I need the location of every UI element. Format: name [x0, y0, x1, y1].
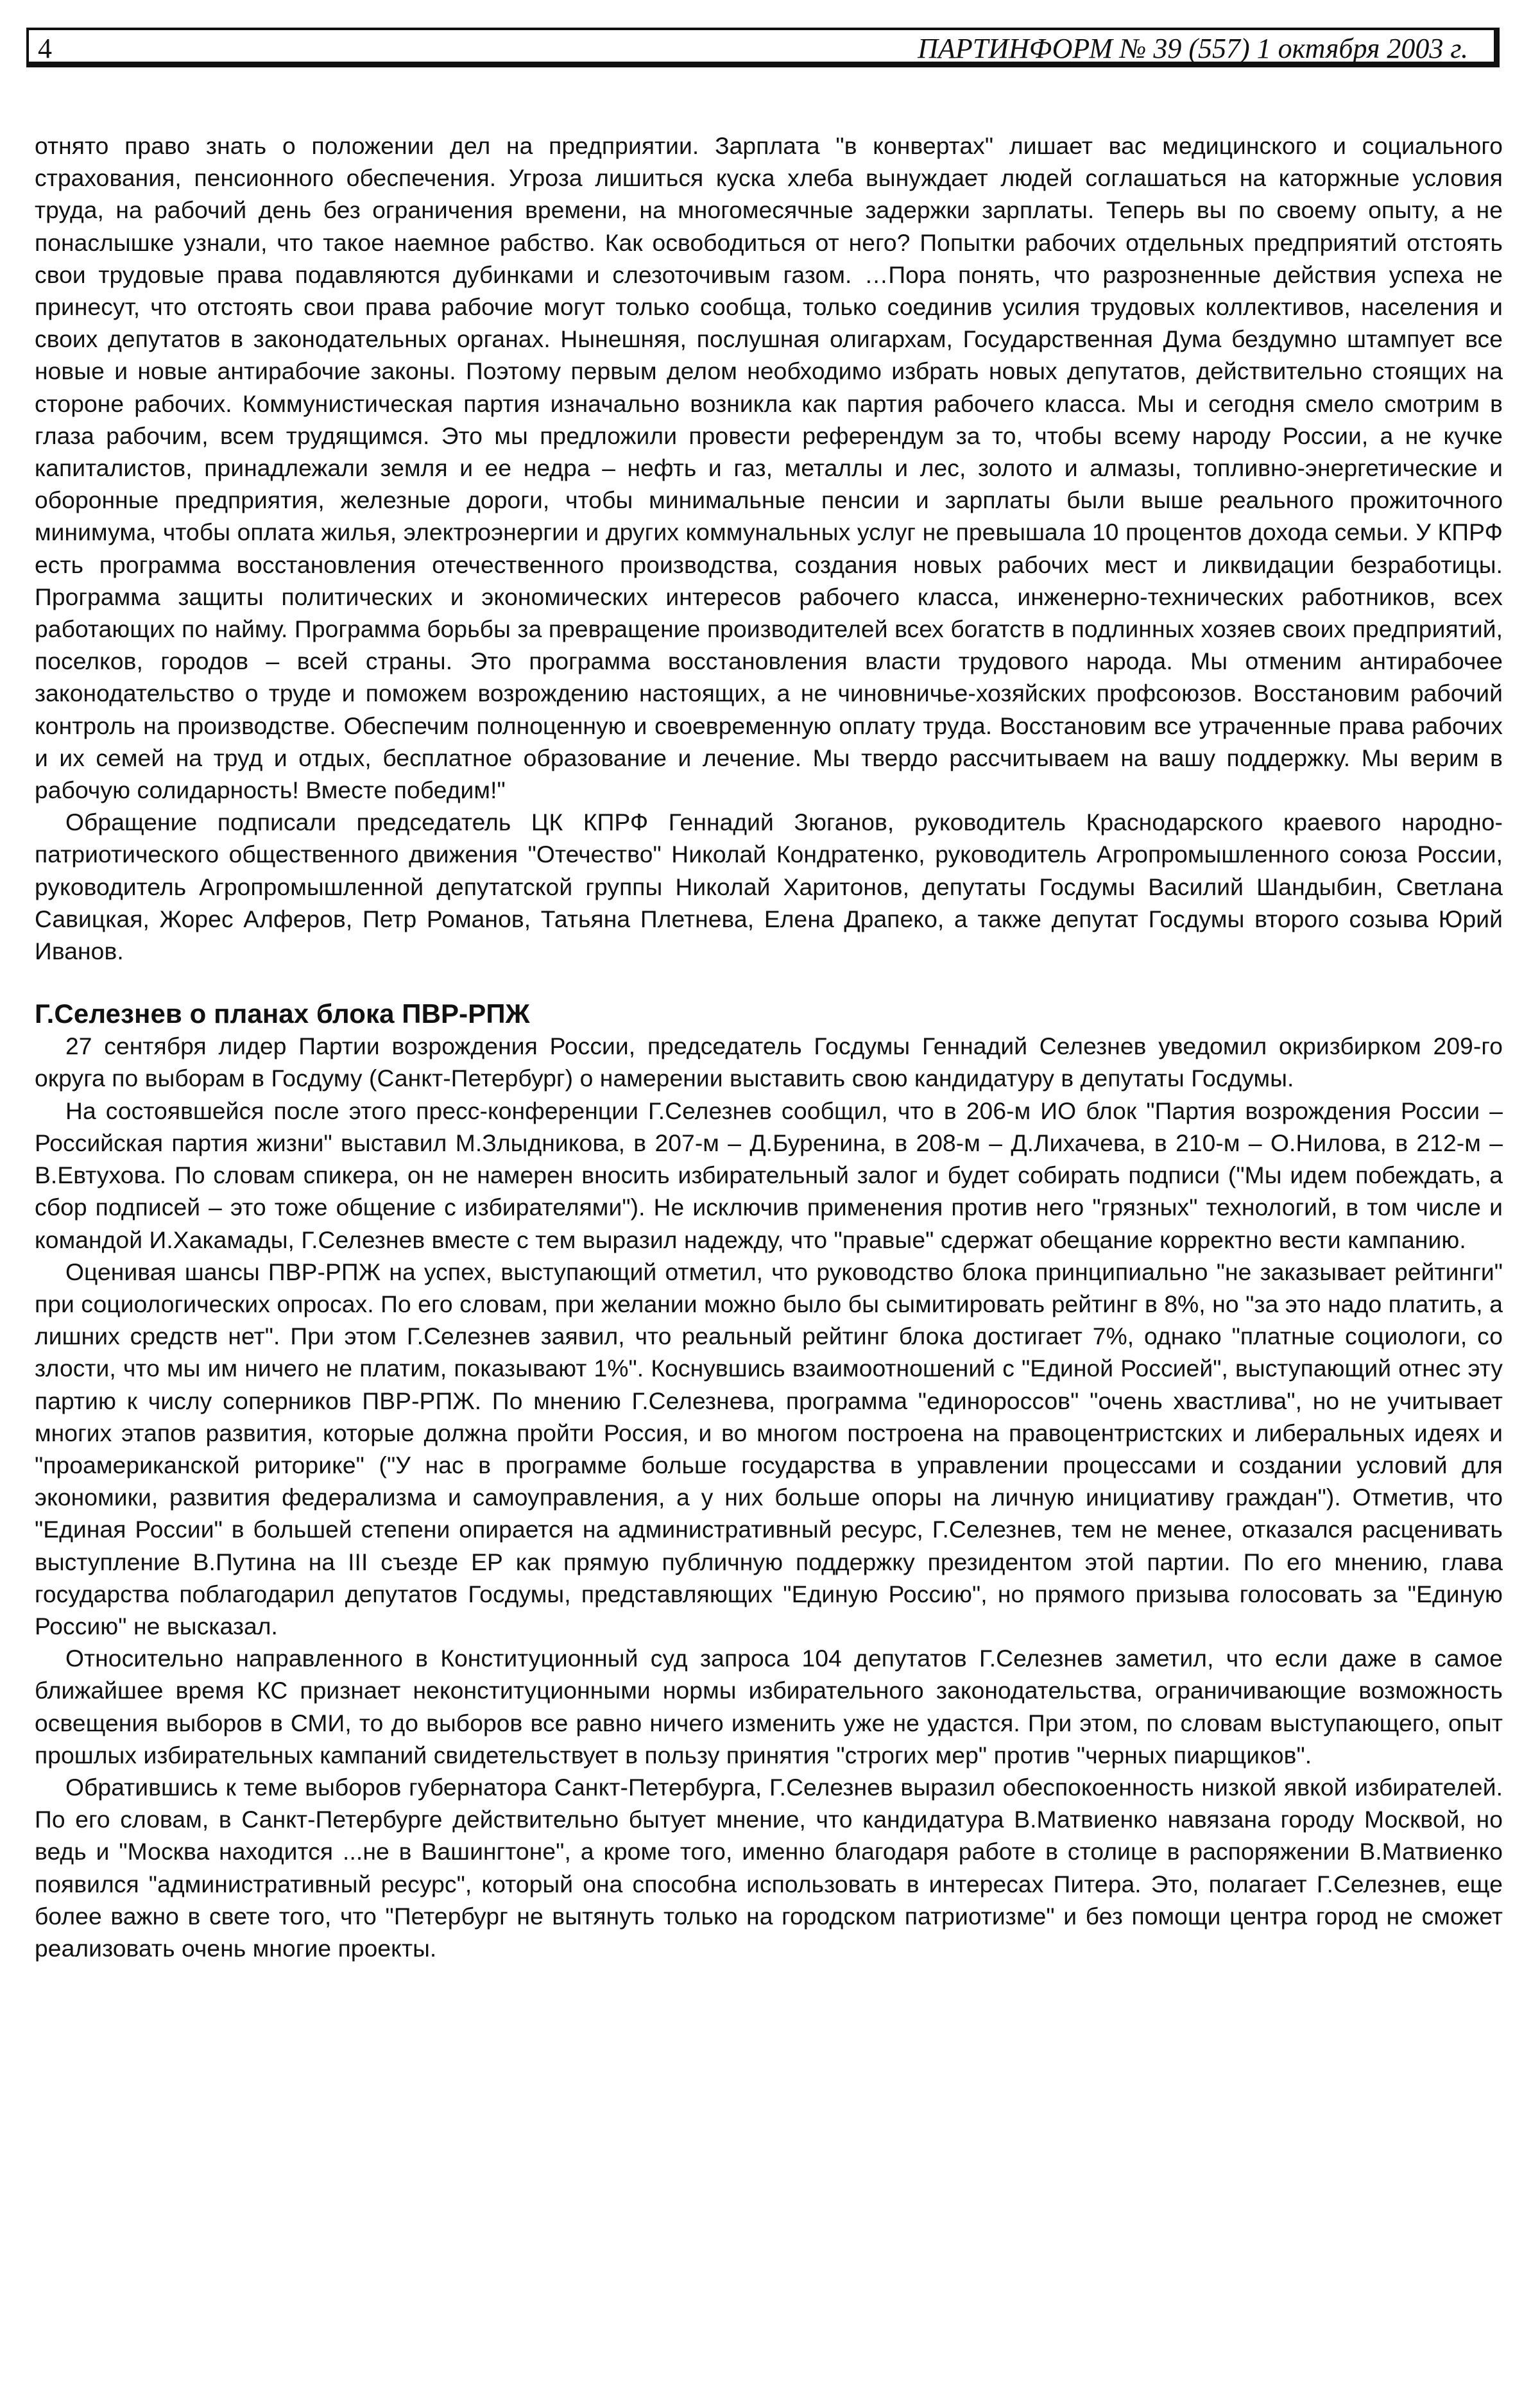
issue-info: ПАРТИНФОРМ № 39 (557) 1 октября 2003 г.	[918, 33, 1468, 64]
article2-title: Г.Селезнев о планах блока ПВР-РПЖ	[35, 998, 530, 1029]
article2-paragraph: Относительно направленного в Конституционный суд запроса 104 депутатов Г.Селезнев заметил, что если даже в самое ближайшее время КС признает неконституционными нормы избирательного законодательства, ограничивающие возможность освещения выборов в СМИ, то до выборов все равно ничего изменить уже не удастся. При этом, по словам выступающего, опыт прошлых избирательных кампаний свидетельствует в пользу принятия "строгих мер" против "черных пиарщиков".	[35, 1645, 1503, 1769]
article2-paragraph: На состоявшейся после этого пресс-конференции Г.Селезнев сообщил, что в 206-м ИО блок "Партия возрождения России – Российская партия жизни" выставил М.Злыдникова, в 207-м – Д.Буренина, в 208-м – Д.Лихачева, в 210-м – О.Нилова, в 212-м – В.Евтухова. По словам спикера, он не намерен вносить избирательный залог и будет собирать подписи ("Мы идем побеждать, а сбор подписей – это тоже общение с избирателями"). Не исключив применения против него "грязных" технологий, в том числе и командой И.Хакамады, Г.Селезнев вместе с тем выразил надежду, что "правые" сдержат обещание корректно вести кампанию.	[35, 1097, 1503, 1253]
article2-paragraph: Обратившись к теме выборов губернатора Санкт-Петербурга, Г.Селезнев выразил обеспокоенность низкой явкой избирателей. По его словам, в Санкт-Петербурге действительно бытует мнение, что кандидатура В.Матвиенко навязана городу Москвой, но ведь и "Москва находится ...не в Вашингтоне", а кроме того, именно благодаря работе в столице в распоряжении В.Матвиенко появился "административный ресурс", который она способна использовать в интересах Питера. Это, полагает Г.Селезнев, еще более важно в свете того, что "Петербург не вытянуть только на городском патриотизме" и без помощи центра город не сможет реализовать очень многие проекты.	[35, 1773, 1503, 1962]
page-content	[35, 130, 1503, 1964]
article1-paragraph: отнято право знать о положении дел на предприятии. Зарплата "в конвертах" лишает вас медицинского и социального страхования, пенсионного обеспечения. Угроза лишиться куска хлеба вынуждает людей соглашаться на каторжные условия труда, на рабочий день без ограничения времени, на многомесячные задержки зарплаты. Теперь вы по своему опыту, а не понаслышке узнали, что такое наемное рабство. Как освободиться от него? Попытки рабочих отдельных предприятий отстоять свои трудовые права подавляются дубинками и слезоточивым газом. …Пора понять, что разрозненные действия успеха не принесут, что отстоять свои права рабочие могут только сообща, только соединив усилия трудовых коллективов, населения и своих депутатов в законодательных органах. Нынешняя, послушная олигархам, Государственная Дума бездумно штампует все новые и новые антирабочие законы. Поэтому первым делом необходимо избрать новых депутатов, действительно стоящих на стороне рабочих. Коммунистическая партия изначально возникла как партия рабочего класса. Мы и сегодня смело смотрим в глаза рабочим, всем трудящимся. Это мы предложили провести референдум за то, чтобы всему народу России, а не кучке капиталистов, принадлежали земля и ее недра – нефть и газ, металлы и лес, золото и алмазы, топливно-энергетические и оборонные предприятия, железные дороги, чтобы минимальные пенсии и зарплаты были выше реального прожиточного минимума, чтобы оплата жилья, электроэнергии и других коммунальных услуг не превышала 10 процентов дохода семьи. У КПРФ есть программа восстановления отечественного производства, создания новых рабочих мест и ликвидации безработицы. Программа защиты политических и экономических интересов рабочего класса, инженерно-технических работников, всех работающих по найму. Программа борьбы за превращение производителей всех богатств в подлинных хозяев своих предприятий, поселков, городов – всей страны. Это программа восстановления власти трудового народа. Мы отменим антирабочее законодательство о труде и поможем возрождению настоящих, а не чиновничье-хозяйских профсоюзов. Восстановим рабочий контроль на производстве. Обеспечим полноценную и своевременную оплату труда. Восстановим все утраченные права рабочих и их семей на труд и отдых, бесплатное образование и лечение. Мы твердо рассчитываем на вашу поддержку. Мы верим в рабочую солидарность! Вместе победим!"	[35, 132, 1503, 804]
article2-paragraph: 27 сентября лидер Партии возрождения России, председатель Госдумы Геннадий Селезнев уведомил окризбирком 209-го округа по выборам в Госдуму (Санкт-Петербург) о намерении выставить свою кандидатуру в депутаты Госдумы.	[35, 1032, 1503, 1092]
article1-paragraph: Обращение подписали председатель ЦК КПРФ Геннадий Зюганов, руководитель Краснодарского краевого народно-патриотического общественного движения "Отечество" Николай Кондратенко, руководитель Агропромышленного союза России, руководитель Агропромышленной депутатской группы Николай Харитонов, депутаты Госдумы Василий Шандыбин, Светлана Савицкая, Жорес Алферов, Петр Романов, Татьяна Плетнева, Елена Драпеко, а также депутат Госдумы второго созыва Юрий Иванов.	[35, 809, 1503, 965]
article2-paragraph: Оценивая шансы ПВР-РПЖ на успех, выступающий отметил, что руководство блока принципиально "не заказывает рейтинги" при социологических опросах. По его словам, при желании можно было бы сымитировать рейтинг в 8%, но "за это надо платить, а лишних средств нет". При этом Г.Селезнев заявил, что реальный рейтинг блока достигает 7%, однако "платные социологи, со злости, что мы им ничего не платим, показывают 1%". Коснувшись взаимоотношений с "Единой Россией", выступающий отнес эту партию к числу соперников ПВР-РПЖ. По мнению Г.Селезнева, программа "единороссов" "очень хвастлива", но не учитывает многих этапов развития, которые должна пройти Россия, и во многом построена на правоцентристских и либеральных идеях и "проамериканской риторике" ("У нас в программе больше государства в управлении процессами и создании условий для экономики, развития федерализма и самоуправления, а у них больше опоры на личную инициативу граждан"). Отметив, что "Единая России" в большей степени опирается на административный ресурс, Г.Селезнев, тем не менее, отказался расценивать выступление В.Путина на III съезде ЕР как прямую публичную поддержку президентом этой партии. По его мнению, глава государства поблагодарил депутатов Госдумы, представляющих "Единую Россию", но прямого призыва голосовать за "Единую Россию" не высказал.	[35, 1258, 1503, 1640]
page-number: 4	[38, 33, 52, 64]
page-header	[26, 28, 1500, 67]
